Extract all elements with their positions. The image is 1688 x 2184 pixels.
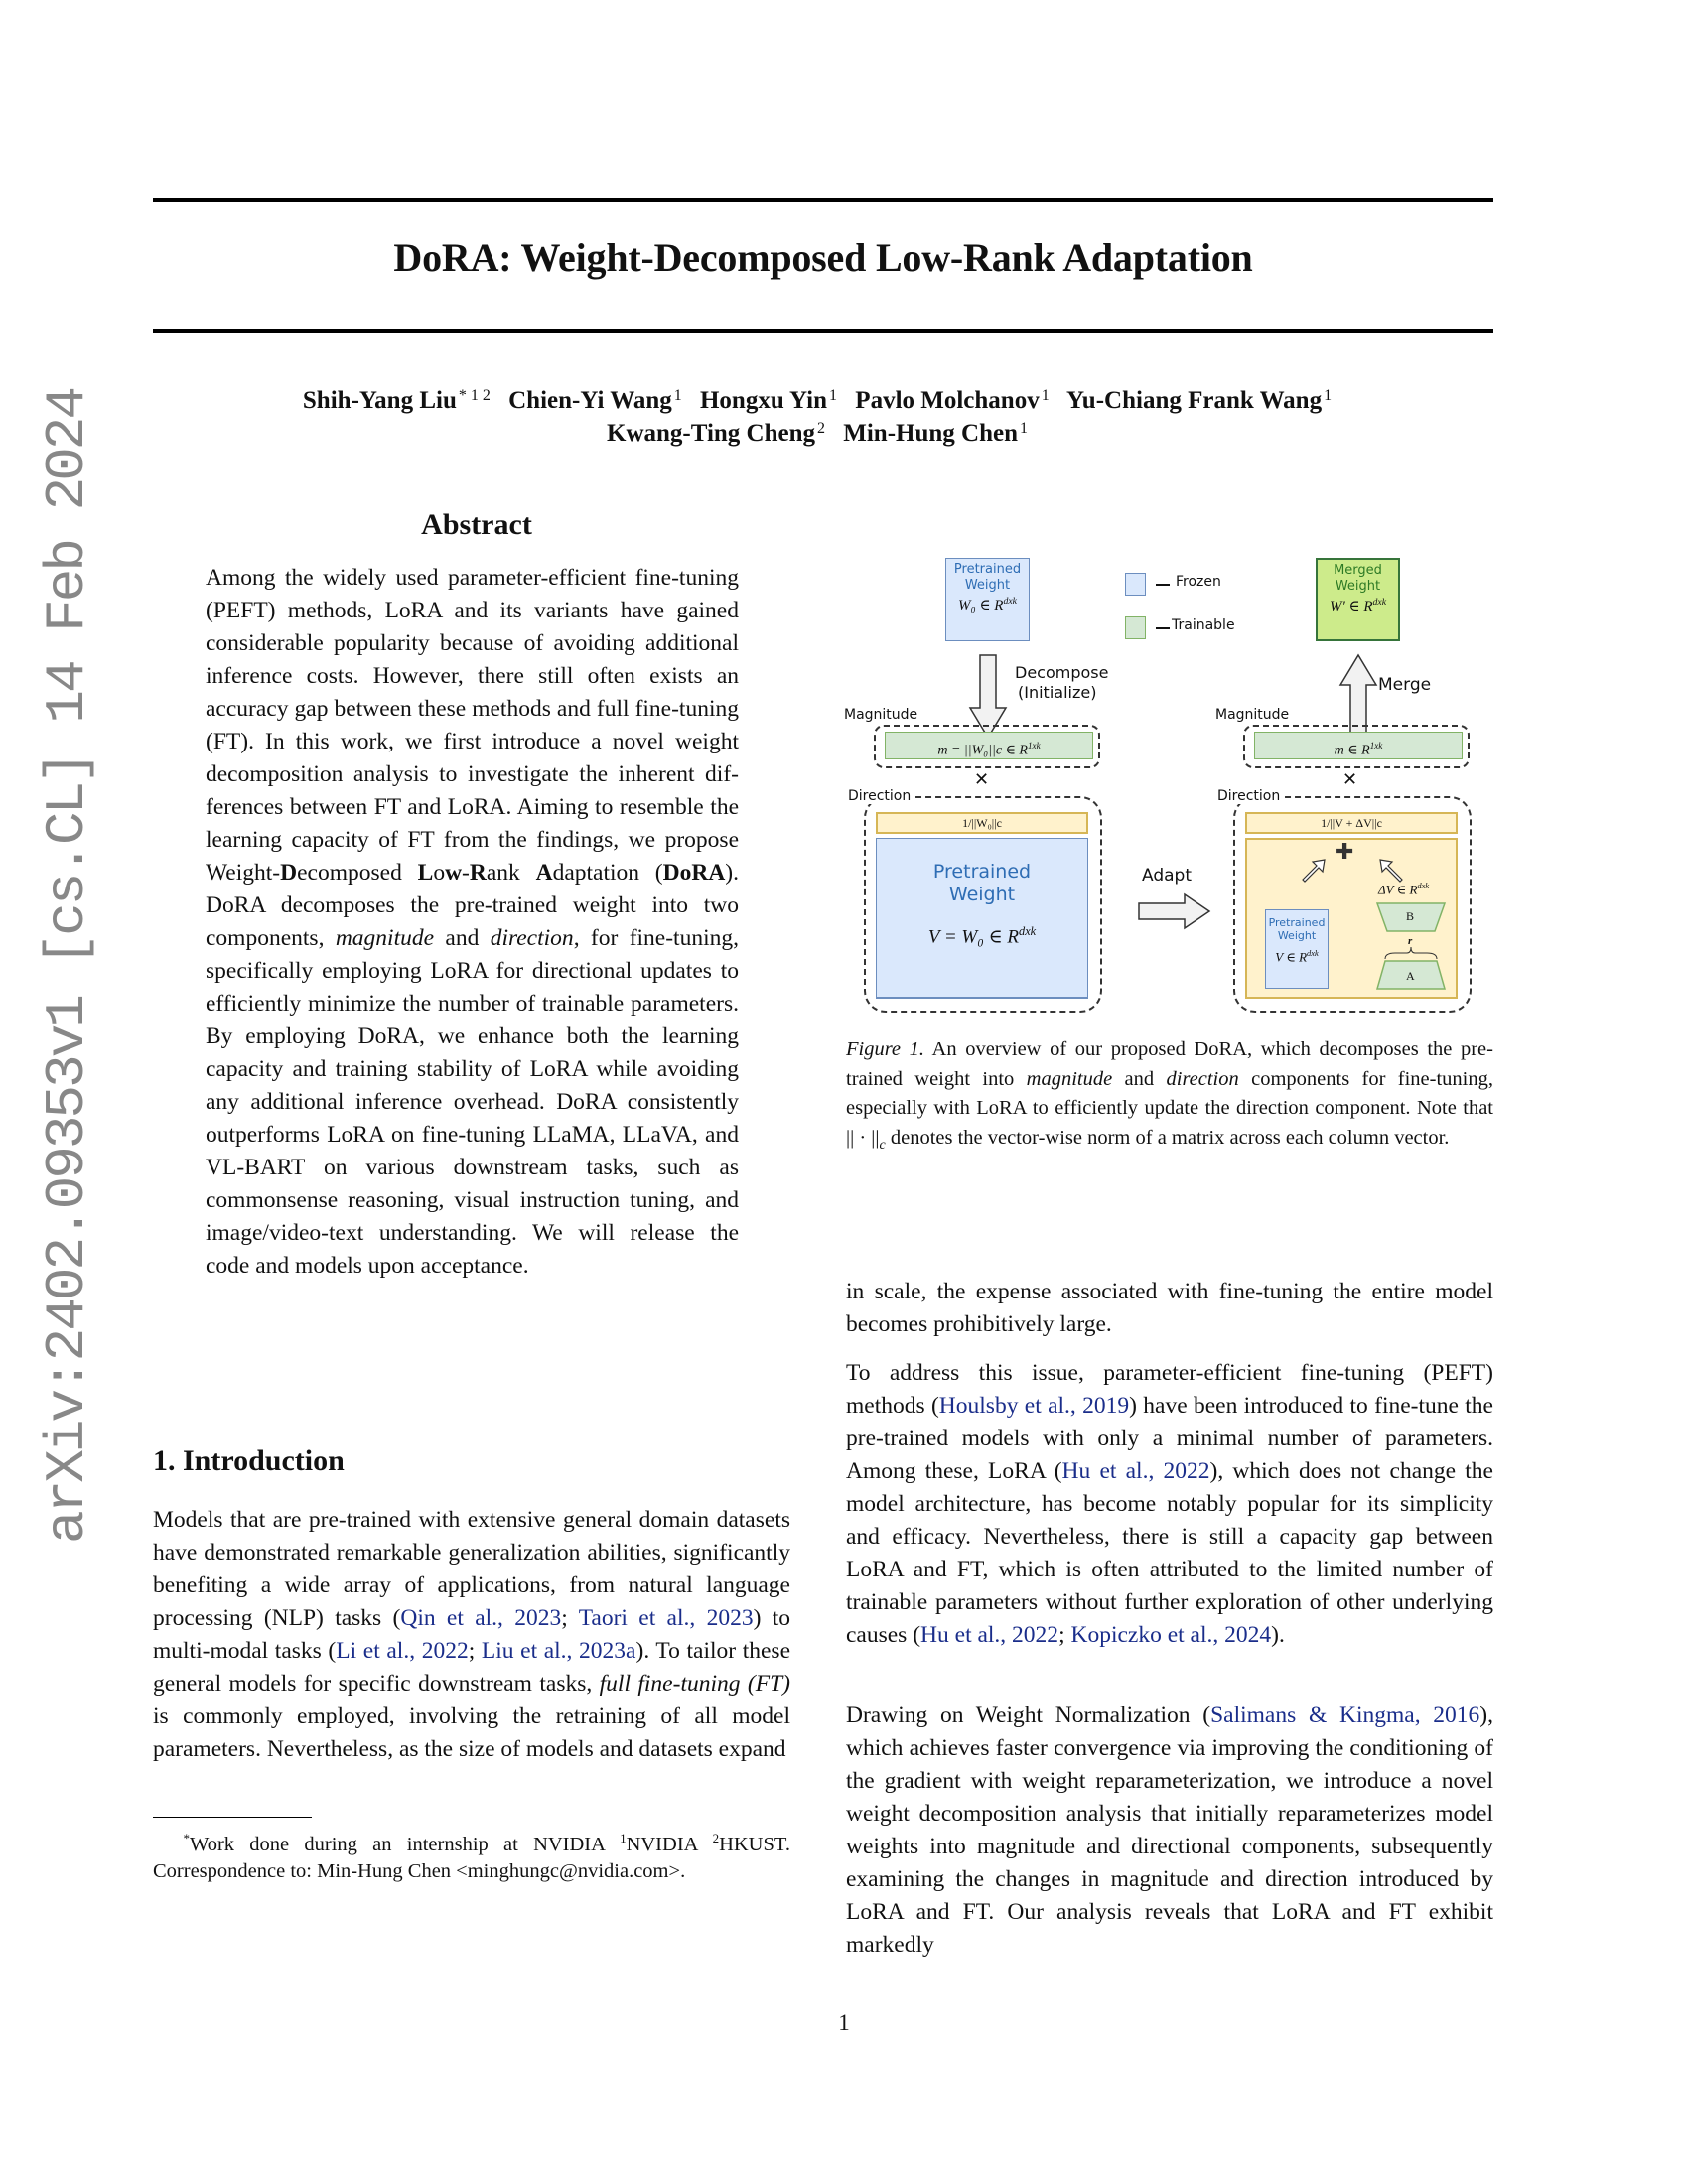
pretrained-weight-direction-box: Pretrained Weight V = W₀ ∈ $R^{dxk}$ [876, 838, 1088, 999]
merge-label: Merge [1378, 675, 1432, 695]
abstract-body: Among the widely used parameter-efficient fine-tuning (PEFT) methods, LoRA and its variants have gained considerable popularity because of avoiding additional inference costs. However, there still often exists an accuracy gap between these methods and full fine-tuning (FT). In this work, we first introduce a novel weight decomposition analysis to investigate the inherent differences between FT and LoRA. Aiming to resemble the learning capacity of FT from the findings, we propose Weight-Decomposed Low-Rank Adaptation (DoRA). DoRA decomposes the pre-trained weight into two components, magnitude and direction, for fine-tuning, specifically employing LoRA for directional updates to efficiently minimize the number of trainable parameters. By employing DoRA, we enhance both the learning capacity and training stability of LoRA while avoiding any additional inference overhead. DoRA consistently outperforms LoRA on fine-tuning LLaMA, LLaVA, and VL-BART on various downstream tasks, such as commonsense reasoning, visual instruction tuning, and image/video-text understanding. We will release the code and models upon acceptance. [206, 565, 739, 1279]
citation-link[interactable]: Taori et al., 2023 [578, 1605, 754, 1631]
matrix-b-label: B [1406, 909, 1415, 923]
author: Kwang-Ting Cheng $^2$ [607, 420, 826, 447]
adapt-label: Adapt [1142, 866, 1192, 886]
pretrained-weight-small-box: Pretrained Weight V ∈ $R^{dxk}$ [1265, 909, 1329, 989]
initialize-label: (Initialize) [1018, 683, 1097, 702]
arxiv-stamp: arXiv:2402.09353v1 [cs.CL] 14 Feb 2024 [36, 388, 99, 1544]
magnitude-vector-right: m ∈ $R^{1xk}$ [1254, 732, 1463, 759]
intro-paragraph-3: Drawing on Weight Normalization (Salimans & Kingma, 2016), which achieves faster convergence via improving the conditioning of the gradient with weight reparameterization, we introduce a novel weight decomposition analysis that initially reparameterizes model weights into magnitude and directional components, subsequently examining the changes in magnitude and direction introduced by LoRA and FT. Our analysis reveals that LoRA and FT exhibit markedly [846, 1703, 1493, 1958]
plus-icon: ✚ [1336, 840, 1354, 865]
multiply-icon: ✕ [974, 769, 990, 790]
author: Hongxu Yin $^1$ [699, 387, 838, 414]
direction-label-left: Direction [848, 788, 914, 804]
citation-link[interactable]: Salimans & Kingma, 2016 [1210, 1703, 1480, 1728]
legend-dash [1156, 627, 1170, 629]
legend-dash [1156, 584, 1170, 586]
author: Min-Hung Chen $^1$ [843, 420, 1028, 447]
norm-bar-right: 1/||V + ΔV||c [1245, 812, 1458, 834]
author: Yu-Chiang Frank Wang $^1$ [1066, 387, 1333, 414]
legend-trainable-swatch [1125, 616, 1146, 639]
page-number: 1 [838, 2010, 850, 2035]
footnote: *Work done during an internship at NVIDIA $^1$NVIDIA $^2$HKUST. Correspondence to: Min-Hung Chen <minghungc@nvidia.com>. [153, 1831, 791, 1882]
title-bottom-rule [153, 329, 1493, 333]
rank-r-label: r [1408, 935, 1413, 947]
citation-link[interactable]: Li et al., 2022 [336, 1638, 469, 1664]
footnote-divider [153, 1817, 312, 1818]
legend-frozen-swatch [1125, 573, 1146, 596]
citation-link[interactable]: Houlsby et al., 2019 [938, 1393, 1130, 1419]
legend-trainable-label: Trainable [1172, 617, 1235, 633]
legend-frozen-label: Frozen [1176, 574, 1221, 590]
author: Shih-Yang Liu $^{* 1 2}$ [302, 387, 491, 414]
paper-title: DoRA: Weight-Decomposed Low-Rank Adaptation [393, 235, 1253, 280]
authors-line-2 [153, 420, 1493, 448]
norm-bar-left: 1/||W₀||c [876, 812, 1088, 834]
intro-paragraph-2: To address this issue, parameter-efficient fine-tuning (PEFT) methods (Houlsby et al., 2019) have been introduced to fine-tune the pre-trained models with only a minimal number of parameters. Among these, LoRA (Hu et al., 2022), which does not change the model architecture, has become notably popular for its simplicity and efficacy. Nevertheless, there is still a capacity gap between LoRA and FT, which is often attributed to the limited number of trainable parameters without further exploration of other underlying causes (Hu et al., 2022; Kopiczko et al., 2024). [846, 1360, 1493, 1648]
delta-v-label: ΔV ∈ $R^{dxk}$ [1378, 881, 1430, 897]
multiply-icon: ✕ [1342, 769, 1358, 790]
direction-label-right: Direction [1217, 788, 1284, 804]
citation-link[interactable]: Hu et al., 2022 [1061, 1458, 1210, 1484]
citation-link[interactable]: Liu et al., 2023a [481, 1638, 636, 1664]
magnitude-label-left: Magnitude [844, 707, 918, 723]
intro-paragraph-1: Models that are pre-trained with extensive general domain datasets have demonstrated remarkable generalization abilities, significantly benefiting a wide array of applications, from natural language processing (NLP) tasks (Qin et al., 2023; Taori et al., 2023) to multi-modal tasks (Li et al., 2022; Liu et al., 2023a). To tailor these general models for specific downstream tasks, full fine-tuning (FT) is commonly employed, involving the retraining of all model parameters. Nevertheless, as the size of models and datasets expand [153, 1507, 791, 1762]
section-heading-introduction: 1. Introduction [153, 1444, 345, 1477]
magnitude-label-right: Magnitude [1215, 707, 1290, 723]
title-top-rule [153, 198, 1493, 202]
figure-1-dora-overview [834, 536, 1499, 1013]
author: Chien-Yi Wang $^1$ [508, 387, 682, 414]
abstract-heading: Abstract [421, 508, 532, 541]
decompose-label: Decompose [1015, 663, 1109, 682]
citation-link[interactable]: Hu et al., 2022 [920, 1622, 1059, 1648]
pretrained-weight-box: Pretrained Weight W₀ ∈ $R^{dxk}$ [945, 558, 1030, 641]
citation-link[interactable]: Kopiczko et al., 2024 [1070, 1622, 1272, 1648]
adapt-arrow-icon [1137, 891, 1211, 931]
figure-caption: Figure 1. An overview of our proposed DoRA, which decomposes the pre-trained weight into magnitude and direction components for fine-tuning, especially with LoRA to efficiently update the direction component. Note that || · $||_c$ denotes the vector-wise norm of a matrix across each column vector. [846, 1038, 1493, 1153]
arrow-up-right-icon [1299, 856, 1329, 886]
authors-line-1 [153, 387, 1493, 415]
citation-link[interactable]: Qin et al., 2023 [400, 1605, 562, 1631]
matrix-a-label: A [1406, 969, 1415, 983]
author: Pavlo Molchanov $^1$ [855, 387, 1050, 414]
magnitude-vector-left: m = ||W₀||c ∈ $R^{1xk}$ [885, 732, 1093, 759]
merged-weight-box: Merged Weight W′ ∈ $R^{dxk}$ [1316, 558, 1400, 641]
intro-paragraph-1-cont: in scale, the expense associated with fine-tuning the entire model becomes prohibitively large. [846, 1279, 1493, 1337]
